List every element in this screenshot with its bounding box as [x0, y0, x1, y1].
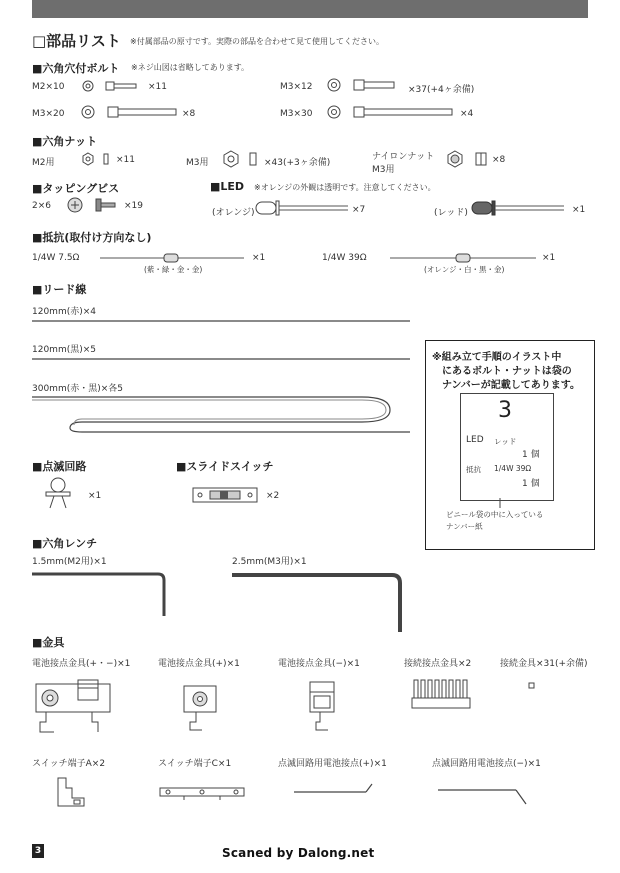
tapping-screw-drawing: [66, 196, 122, 214]
resistor-color-code: (オレンジ・白・黒・金): [424, 265, 505, 274]
fitting-label: 接続金具×31(+余備): [500, 659, 588, 669]
bolt-m3x20-drawing: [80, 104, 180, 120]
tag-number: 3: [498, 398, 512, 423]
page-title: □部品リスト: [32, 32, 121, 50]
fitting-label: 点滅回路用電池接点(+)×1: [278, 759, 387, 769]
hex-wrench-2-5mm-drawing: [232, 570, 412, 634]
nut-name-sub: M3用: [372, 165, 395, 175]
resistor-name: 1/4W 39Ω: [322, 253, 367, 263]
info-text-line: ※組み立て手順のイラスト中: [432, 352, 562, 363]
bolts-note: ※ネジ山図は省略してあります。: [131, 63, 250, 72]
fitting-label: 電池接点金具(−)×1: [278, 659, 360, 669]
section-title-tapping-screw: ■タッピングビス: [32, 182, 120, 195]
section-title-bolts: ■六角穴付ボルト: [32, 62, 120, 75]
led-orange-drawing: [254, 196, 350, 220]
lead-wire-label: 120mm(赤)×4: [32, 307, 97, 317]
switch-terminal-a-drawing: [54, 776, 88, 810]
tag-resistor-spec: 1/4W 39Ω: [494, 464, 532, 473]
nut-m2-drawing: [82, 152, 112, 166]
page-number: 3: [32, 844, 44, 858]
bolt-name: M3×12: [280, 82, 313, 92]
tapping-screw-qty: ×19: [124, 201, 143, 211]
blink-circuit-qty: ×1: [88, 491, 102, 501]
bolt-m2x10-drawing: [82, 79, 142, 93]
lead-wire-300mm-drawing: [32, 392, 414, 432]
tag-led-qty: 1 個: [522, 450, 540, 460]
nut-qty: ×43(+3ヶ余備): [264, 158, 331, 168]
bolt-name: M3×20: [32, 109, 65, 119]
slide-switch-drawing: [192, 484, 258, 506]
hex-wrench-label: 1.5mm(M2用)×1: [32, 557, 107, 567]
fitting-label: スイッチ端子A×2: [32, 759, 106, 769]
connection-contact-drawing: [410, 676, 474, 716]
fitting-label: スイッチ端子C×1: [158, 759, 232, 769]
tag-led-label: LED: [466, 435, 484, 445]
led-qty: ×7: [352, 205, 366, 215]
resistor-39-ohm-drawing: [390, 252, 536, 264]
section-title-lead-wires: ■リード線: [32, 283, 87, 296]
section-title-nuts: ■六角ナット: [32, 135, 98, 148]
hex-wrench-1-5mm-drawing: [32, 570, 172, 620]
tag-resistor-label: 抵抗: [466, 465, 481, 474]
bolt-name: M2×10: [32, 82, 65, 92]
slide-switch-qty: ×2: [266, 491, 280, 501]
resistor-qty: ×1: [252, 253, 266, 263]
lead-wire-red-drawing: [32, 318, 412, 324]
connection-fitting-drawing: [528, 682, 536, 690]
nut-m3-drawing: [222, 150, 262, 168]
nut-qty: ×8: [492, 155, 506, 165]
section-title-blink-circuit: ■点滅回路: [32, 460, 87, 473]
resistor-color-code: (紫・緑・金・金): [144, 265, 203, 274]
tapping-screw-name: 2×6: [32, 201, 51, 211]
lead-wire-black-drawing: [32, 356, 412, 362]
scan-credit: Scaned by Dalong.net: [222, 846, 375, 860]
tag-resistor-qty: 1 個: [522, 479, 540, 489]
section-title-slide-switch: ■スライドスイッチ: [176, 460, 274, 473]
bolt-m3x12-drawing: [326, 77, 406, 93]
info-text-line: にあるボルト・ナットは袋の: [442, 366, 572, 377]
lead-wire-label: 120mm(黒)×5: [32, 345, 97, 355]
resistor-qty: ×1: [542, 253, 556, 263]
info-text-line: ナンバーが記載してあります。: [442, 380, 580, 391]
nylon-nut-drawing: [446, 150, 490, 168]
fitting-label: 点滅回路用電池接点(−)×1: [432, 759, 541, 769]
top-header-bar: [32, 0, 588, 18]
tag-pointer-line: [498, 498, 508, 510]
page-note: ※付属部品の原寸です。実際の部品を合わせて見て使用してください。: [130, 37, 385, 46]
resistor-7-5-ohm-drawing: [100, 252, 244, 264]
tag-caption: ビニール袋の中に入っている: [446, 510, 544, 519]
nut-qty: ×11: [116, 155, 135, 165]
section-title-led: ■LED: [210, 180, 245, 193]
bolt-qty: ×8: [182, 109, 196, 119]
hex-wrench-label: 2.5mm(M3用)×1: [232, 557, 307, 567]
section-title-hex-wrench: ■六角レンチ: [32, 537, 98, 550]
blink-battery-contact-plus-drawing: [292, 780, 376, 796]
section-title-resistors: ■抵抗(取付け方向なし): [32, 231, 152, 244]
resistor-name: 1/4W 7.5Ω: [32, 253, 80, 263]
blink-battery-contact-minus-drawing: [436, 780, 532, 808]
bolt-qty: ×37(+4ヶ余備): [408, 85, 475, 95]
lead-wire-label: 300mm(赤・黒)×各5: [32, 384, 124, 394]
nut-name: M3用: [186, 158, 209, 168]
bolt-qty: ×4: [460, 109, 474, 119]
bolt-qty: ×11: [148, 82, 167, 92]
led-note: ※オレンジの外観は透明です。注意してください。: [254, 183, 436, 192]
led-name: (オレンジ): [212, 208, 255, 218]
nut-name: ナイロンナット: [372, 152, 435, 162]
battery-contact-pm-drawing: [34, 678, 114, 738]
blink-circuit-drawing: [40, 476, 76, 510]
battery-contact-plus-drawing: [182, 682, 222, 732]
led-red-drawing: [470, 196, 566, 220]
switch-terminal-c-drawing: [158, 784, 248, 802]
bolt-m3x30-drawing: [326, 104, 456, 120]
bolt-name: M3×30: [280, 109, 313, 119]
fitting-label: 接続接点金具×2: [404, 659, 472, 669]
led-qty: ×1: [572, 205, 586, 215]
tag-caption: ナンバー紙: [446, 522, 483, 531]
led-name: (レッド): [434, 208, 468, 218]
battery-contact-minus-drawing: [306, 678, 340, 734]
nut-name: M2用: [32, 158, 55, 168]
fitting-label: 電池接点金具(+)×1: [158, 659, 240, 669]
section-title-metal-fittings: ■金具: [32, 636, 65, 649]
tag-led-color: レッド: [494, 437, 517, 446]
fitting-label: 電池接点金具(+・−)×1: [32, 659, 131, 669]
